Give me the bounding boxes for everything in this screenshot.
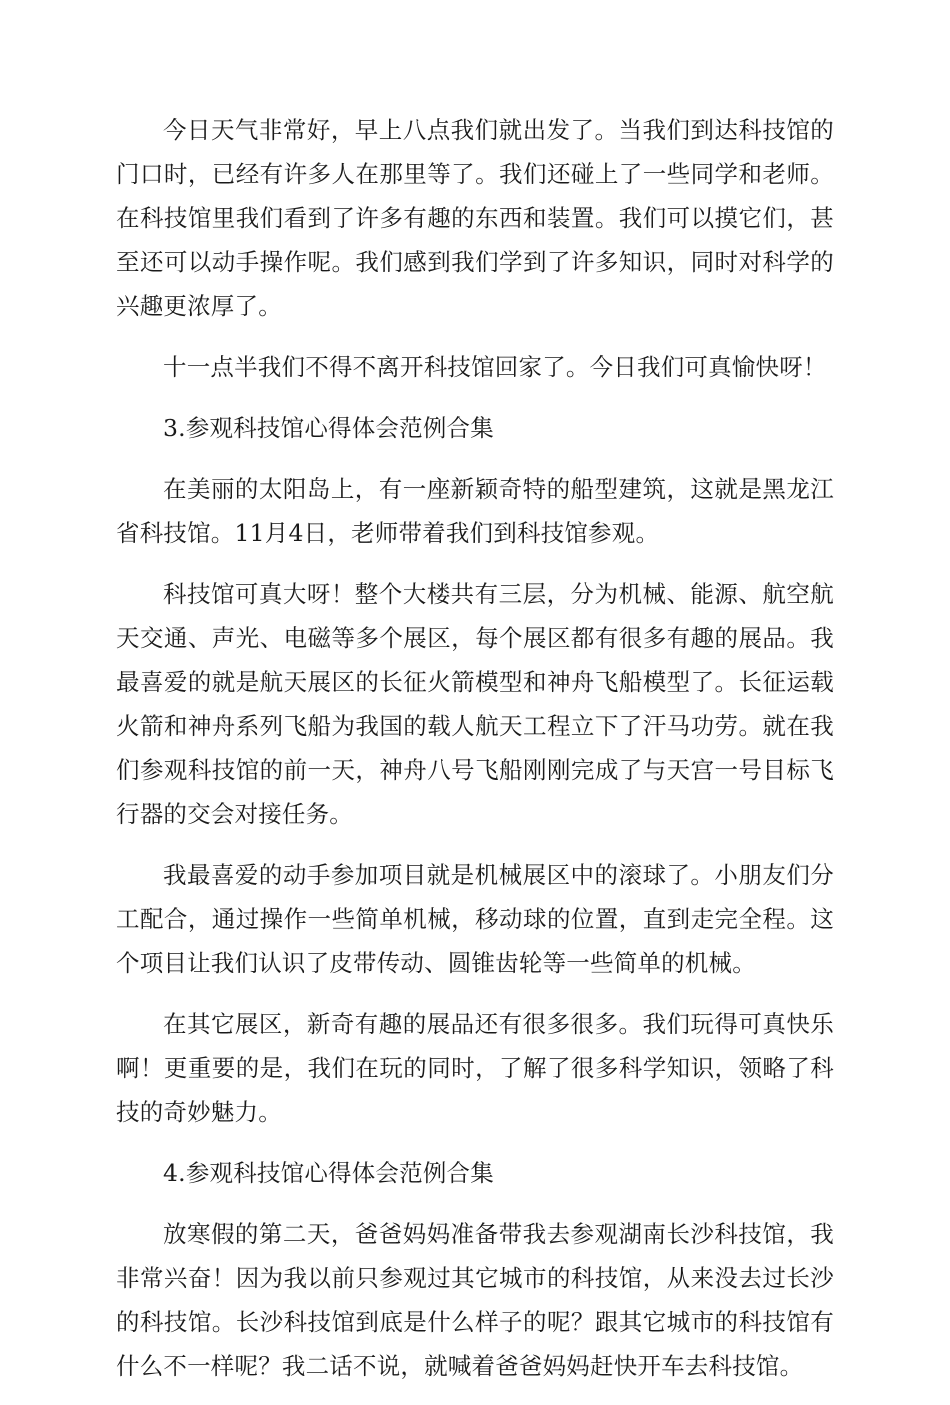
section-heading-3: 3.参观科技馆心得体会范例合集 xyxy=(163,414,494,442)
section-heading-4: 4.参观科技馆心得体会范例合集 xyxy=(163,1159,494,1187)
paragraph-winter-vacation: 放寒假的第二天，爸爸妈妈准备带我去参观湖南长沙科技馆，我非常兴奋！因为我以前只参观过其它城市的科技馆，从来没去过长沙的科技馆。长沙科技馆到底是什么样子的呢？跟其它城市的科技馆有什么不一样呢？我二话不说，就喊着爸爸妈妈赶快开车去科技馆。 xyxy=(116,1220,834,1380)
document-body xyxy=(116,108,834,1405)
paragraph-visit-morning: 今日天气非常好，早上八点我们就出发了。当我们到达科技馆的门口时，已经有许多人在那里等了。我们还碰上了一些同学和老师。在科技馆里我们看到了许多有趣的东西和装置。我们可以摸它们，甚至还可以动手操作呢。我们感到我们学到了许多知识，同时对科学的兴趣更浓厚了。 xyxy=(116,116,834,320)
paragraph-sun-island: 在美丽的太阳岛上，有一座新颖奇特的船型建筑，这就是黑龙江省科技馆。11月4日，老师带着我们到科技馆参观。 xyxy=(116,475,834,547)
paragraph-return-home: 十一点半我们不得不离开科技馆回家了。今日我们可真愉快呀！ xyxy=(163,353,827,381)
paragraph-other-halls: 在其它展区，新奇有趣的展品还有很多很多。我们玩得可真快乐啊！更重要的是，我们在玩的同时，了解了很多科学知识，领略了科技的奇妙魅力。 xyxy=(116,1010,834,1126)
paragraph-rolling-ball: 我最喜爱的动手参加项目就是机械展区中的滚球了。小朋友们分工配合，通过操作一些简单机械，移动球的位置，直到走完全程。这个项目让我们认识了皮带传动、圆锥齿轮等一些简单的机械。 xyxy=(116,861,834,977)
paragraph-exhibition-halls: 科技馆可真大呀！整个大楼共有三层，分为机械、能源、航空航天交通、声光、电磁等多个展区，每个展区都有很多有趣的展品。我最喜爱的就是航天展区的长征火箭模型和神舟飞船模型了。长征运载火箭和神舟系列飞船为我国的载人航天工程立下了汗马功劳。就在我们参观科技馆的前一天，神舟八号飞船刚刚完成了与天宫一号目标飞行器的交会对接任务。 xyxy=(116,580,834,828)
